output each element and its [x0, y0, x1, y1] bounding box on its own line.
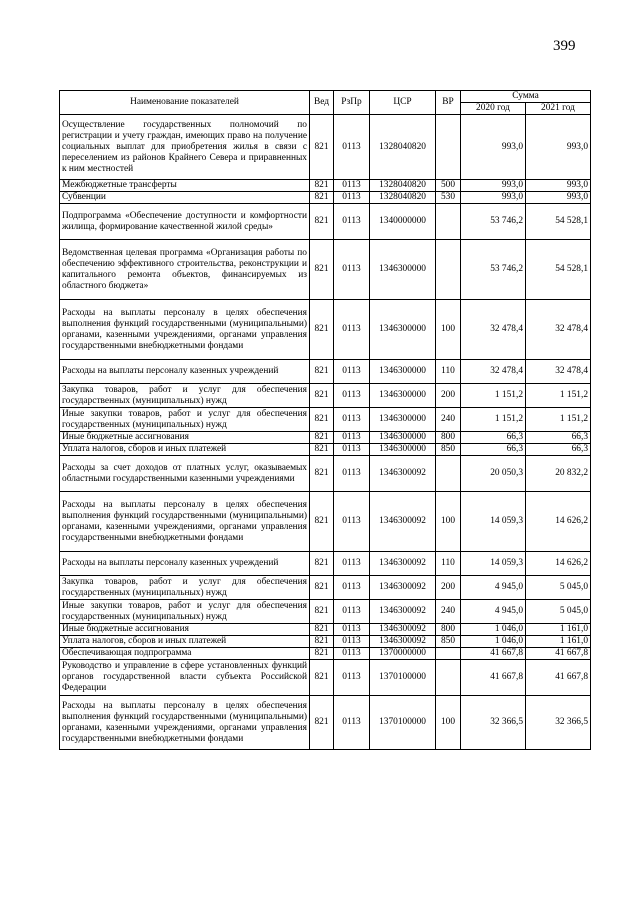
budget-table — [59, 90, 591, 750]
row-rzpr: 0113 — [334, 456, 370, 492]
header-ved: Вед — [310, 91, 334, 115]
row-name: Уплата налогов, сборов и иных платежей — [60, 636, 310, 648]
row-name: Расходы на выплаты персоналу в целях обеспечения выполнения функций государственными (муниципальными) органами, казенными учреждениями, органами управления государственными внебюджетными фондами — [60, 300, 310, 360]
row-ved: 821 — [310, 360, 334, 384]
row-rzpr: 0113 — [334, 192, 370, 204]
row-vr — [436, 648, 461, 660]
table-row — [60, 300, 591, 360]
row-vr: 110 — [436, 360, 461, 384]
row-sum-2021: 5 045,0 — [526, 600, 591, 624]
row-name: Межбюджетные трансферты — [60, 180, 310, 192]
row-vr — [436, 115, 461, 180]
row-csr: 1346300092 — [370, 456, 436, 492]
row-rzpr: 0113 — [334, 492, 370, 552]
table-row — [60, 636, 591, 648]
row-csr: 1346300092 — [370, 624, 436, 636]
row-csr: 1346300092 — [370, 636, 436, 648]
row-vr: 530 — [436, 192, 461, 204]
row-vr: 240 — [436, 408, 461, 432]
row-name: Иные бюджетные ассигнования — [60, 432, 310, 444]
table-row — [60, 456, 591, 492]
row-sum-2020: 993,0 — [461, 115, 526, 180]
row-rzpr: 0113 — [334, 576, 370, 600]
row-ved: 821 — [310, 660, 334, 696]
table-row — [60, 552, 591, 576]
table-row — [60, 204, 591, 240]
row-vr: 800 — [436, 624, 461, 636]
row-rzpr: 0113 — [334, 552, 370, 576]
row-sum-2021: 1 151,2 — [526, 408, 591, 432]
row-sum-2020: 32 478,4 — [461, 300, 526, 360]
header-year-2021: 2021 год — [526, 103, 591, 115]
table-row — [60, 696, 591, 750]
table-row — [60, 180, 591, 192]
row-sum-2020: 993,0 — [461, 192, 526, 204]
row-csr: 1346300000 — [370, 384, 436, 408]
row-sum-2021: 54 528,1 — [526, 204, 591, 240]
row-name: Иные закупки товаров, работ и услуг для обеспечения государственных (муниципальных) нужд — [60, 408, 310, 432]
row-name: Субвенции — [60, 192, 310, 204]
row-sum-2021: 1 161,0 — [526, 636, 591, 648]
row-csr: 1346300000 — [370, 360, 436, 384]
row-csr: 1340000000 — [370, 204, 436, 240]
row-ved: 821 — [310, 192, 334, 204]
row-vr: 100 — [436, 696, 461, 750]
row-vr: 800 — [436, 432, 461, 444]
row-csr: 1346300000 — [370, 444, 436, 456]
table-row — [60, 408, 591, 432]
table-row — [60, 384, 591, 408]
row-sum-2021: 993,0 — [526, 115, 591, 180]
row-ved: 821 — [310, 636, 334, 648]
table-row — [60, 192, 591, 204]
row-sum-2020: 41 667,8 — [461, 660, 526, 696]
row-name: Подпрограмма «Обеспечение доступности и комфортности жилища, формирование качественной жилой среды» — [60, 204, 310, 240]
row-vr: 200 — [436, 576, 461, 600]
row-ved: 821 — [310, 456, 334, 492]
header-csr: ЦСР — [370, 91, 436, 115]
table-row — [60, 240, 591, 300]
row-csr: 1328040820 — [370, 192, 436, 204]
row-ved: 821 — [310, 115, 334, 180]
row-rzpr: 0113 — [334, 360, 370, 384]
row-rzpr: 0113 — [334, 636, 370, 648]
row-sum-2021: 32 366,5 — [526, 696, 591, 750]
row-sum-2021: 66,3 — [526, 444, 591, 456]
row-vr: 500 — [436, 180, 461, 192]
row-sum-2020: 993,0 — [461, 180, 526, 192]
row-sum-2021: 14 626,2 — [526, 492, 591, 552]
table-row — [60, 432, 591, 444]
row-name: Закупка товаров, работ и услуг для обеспечения государственных (муниципальных) нужд — [60, 384, 310, 408]
row-sum-2020: 32 478,4 — [461, 360, 526, 384]
row-ved: 821 — [310, 492, 334, 552]
row-ved: 821 — [310, 576, 334, 600]
row-sum-2021: 66,3 — [526, 432, 591, 444]
row-sum-2021: 5 045,0 — [526, 576, 591, 600]
row-vr: 100 — [436, 492, 461, 552]
header-name: Наименование показателей — [60, 91, 310, 115]
row-ved: 821 — [310, 432, 334, 444]
row-csr: 1370000000 — [370, 648, 436, 660]
row-sum-2020: 1 151,2 — [461, 384, 526, 408]
row-sum-2021: 993,0 — [526, 192, 591, 204]
table-row — [60, 660, 591, 696]
row-csr: 1346300000 — [370, 240, 436, 300]
row-sum-2020: 66,3 — [461, 432, 526, 444]
row-rzpr: 0113 — [334, 115, 370, 180]
row-name: Иные закупки товаров, работ и услуг для обеспечения государственных (муниципальных) нужд — [60, 600, 310, 624]
row-csr: 1370100000 — [370, 660, 436, 696]
row-csr: 1346300092 — [370, 552, 436, 576]
header-vr: ВР — [436, 91, 461, 115]
row-csr: 1346300092 — [370, 576, 436, 600]
row-ved: 821 — [310, 408, 334, 432]
row-rzpr: 0113 — [334, 648, 370, 660]
row-rzpr: 0113 — [334, 432, 370, 444]
table-row — [60, 576, 591, 600]
row-csr: 1346300092 — [370, 492, 436, 552]
row-sum-2020: 53 746,2 — [461, 240, 526, 300]
row-ved: 821 — [310, 180, 334, 192]
row-ved: 821 — [310, 384, 334, 408]
row-rzpr: 0113 — [334, 660, 370, 696]
row-sum-2021: 14 626,2 — [526, 552, 591, 576]
row-ved: 821 — [310, 648, 334, 660]
header-rzpr: РзПр — [334, 91, 370, 115]
row-sum-2021: 1 161,0 — [526, 624, 591, 636]
table-row — [60, 444, 591, 456]
row-vr: 100 — [436, 300, 461, 360]
row-sum-2021: 54 528,1 — [526, 240, 591, 300]
table-row — [60, 624, 591, 636]
row-vr: 850 — [436, 636, 461, 648]
row-ved: 821 — [310, 552, 334, 576]
row-vr — [436, 204, 461, 240]
row-rzpr: 0113 — [334, 180, 370, 192]
row-sum-2020: 14 059,3 — [461, 492, 526, 552]
row-ved: 821 — [310, 696, 334, 750]
row-csr: 1328040820 — [370, 180, 436, 192]
row-name: Закупка товаров, работ и услуг для обеспечения государственных (муниципальных) нужд — [60, 576, 310, 600]
row-sum-2021: 32 478,4 — [526, 300, 591, 360]
row-sum-2021: 32 478,4 — [526, 360, 591, 384]
header-sum: Сумма — [461, 91, 591, 103]
row-csr: 1346300092 — [370, 600, 436, 624]
row-rzpr: 0113 — [334, 240, 370, 300]
row-sum-2021: 20 832,2 — [526, 456, 591, 492]
row-name: Руководство и управление в сфере установленных функций органов государственной власти субъекта Российской Федерации — [60, 660, 310, 696]
row-ved: 821 — [310, 624, 334, 636]
page-number: 399 — [553, 38, 576, 54]
row-vr: 850 — [436, 444, 461, 456]
row-sum-2020: 20 050,3 — [461, 456, 526, 492]
row-sum-2021: 41 667,8 — [526, 660, 591, 696]
row-sum-2020: 41 667,8 — [461, 648, 526, 660]
row-rzpr: 0113 — [334, 696, 370, 750]
row-csr: 1370100000 — [370, 696, 436, 750]
row-sum-2021: 1 151,2 — [526, 384, 591, 408]
row-name: Иные бюджетные ассигнования — [60, 624, 310, 636]
row-rzpr: 0113 — [334, 204, 370, 240]
row-rzpr: 0113 — [334, 300, 370, 360]
row-rzpr: 0113 — [334, 624, 370, 636]
table-row — [60, 360, 591, 384]
row-rzpr: 0113 — [334, 408, 370, 432]
row-rzpr: 0113 — [334, 384, 370, 408]
row-name: Расходы на выплаты персоналу казенных учреждений — [60, 360, 310, 384]
row-ved: 821 — [310, 600, 334, 624]
row-ved: 821 — [310, 300, 334, 360]
header-year-2020: 2020 год — [461, 103, 526, 115]
row-ved: 821 — [310, 240, 334, 300]
table-row — [60, 648, 591, 660]
row-name: Расходы на выплаты персоналу казенных учреждений — [60, 552, 310, 576]
row-name: Уплата налогов, сборов и иных платежей — [60, 444, 310, 456]
table-row — [60, 600, 591, 624]
row-name: Обеспечивающая подпрограмма — [60, 648, 310, 660]
table-header — [60, 91, 591, 115]
table-row — [60, 492, 591, 552]
row-name: Расходы на выплаты персоналу в целях обеспечения выполнения функций государственными (муниципальными) органами, казенными учреждениями, органами управления государственными внебюджетными фондами — [60, 696, 310, 750]
row-sum-2020: 1 046,0 — [461, 636, 526, 648]
row-name: Расходы на выплаты персоналу в целях обеспечения выполнения функций государственными (муниципальными) органами, казенными учреждениями, органами управления государственными внебюджетными фондами — [60, 492, 310, 552]
row-sum-2020: 32 366,5 — [461, 696, 526, 750]
row-rzpr: 0113 — [334, 444, 370, 456]
table-row — [60, 115, 591, 180]
row-vr: 200 — [436, 384, 461, 408]
row-vr — [436, 660, 461, 696]
row-sum-2021: 993,0 — [526, 180, 591, 192]
row-name: Ведомственная целевая программа «Организация работы по обеспечению эффективного строительства, реконструкции и капитального ремонта объектов, финансируемых из областного бюджета» — [60, 240, 310, 300]
row-csr: 1328040820 — [370, 115, 436, 180]
row-sum-2020: 4 945,0 — [461, 576, 526, 600]
row-ved: 821 — [310, 444, 334, 456]
row-vr: 110 — [436, 552, 461, 576]
row-vr: 240 — [436, 600, 461, 624]
row-sum-2021: 41 667,8 — [526, 648, 591, 660]
row-name: Осуществление государственных полномочий по регистрации и учету граждан, имеющих право на получение социальных выплат для приобретения жилья в связи с переселением из районов Крайнего Севера и приравненных к ним местностей — [60, 115, 310, 180]
row-sum-2020: 1 151,2 — [461, 408, 526, 432]
row-vr — [436, 240, 461, 300]
table-body — [60, 115, 591, 750]
row-ved: 821 — [310, 204, 334, 240]
row-sum-2020: 1 046,0 — [461, 624, 526, 636]
row-csr: 1346300000 — [370, 300, 436, 360]
row-sum-2020: 4 945,0 — [461, 600, 526, 624]
row-sum-2020: 14 059,3 — [461, 552, 526, 576]
row-sum-2020: 66,3 — [461, 444, 526, 456]
row-csr: 1346300000 — [370, 408, 436, 432]
row-vr — [436, 456, 461, 492]
row-name: Расходы за счет доходов от платных услуг, оказываемых областными государственными казенными учреждениями — [60, 456, 310, 492]
row-rzpr: 0113 — [334, 600, 370, 624]
row-sum-2020: 53 746,2 — [461, 204, 526, 240]
row-csr: 1346300000 — [370, 432, 436, 444]
